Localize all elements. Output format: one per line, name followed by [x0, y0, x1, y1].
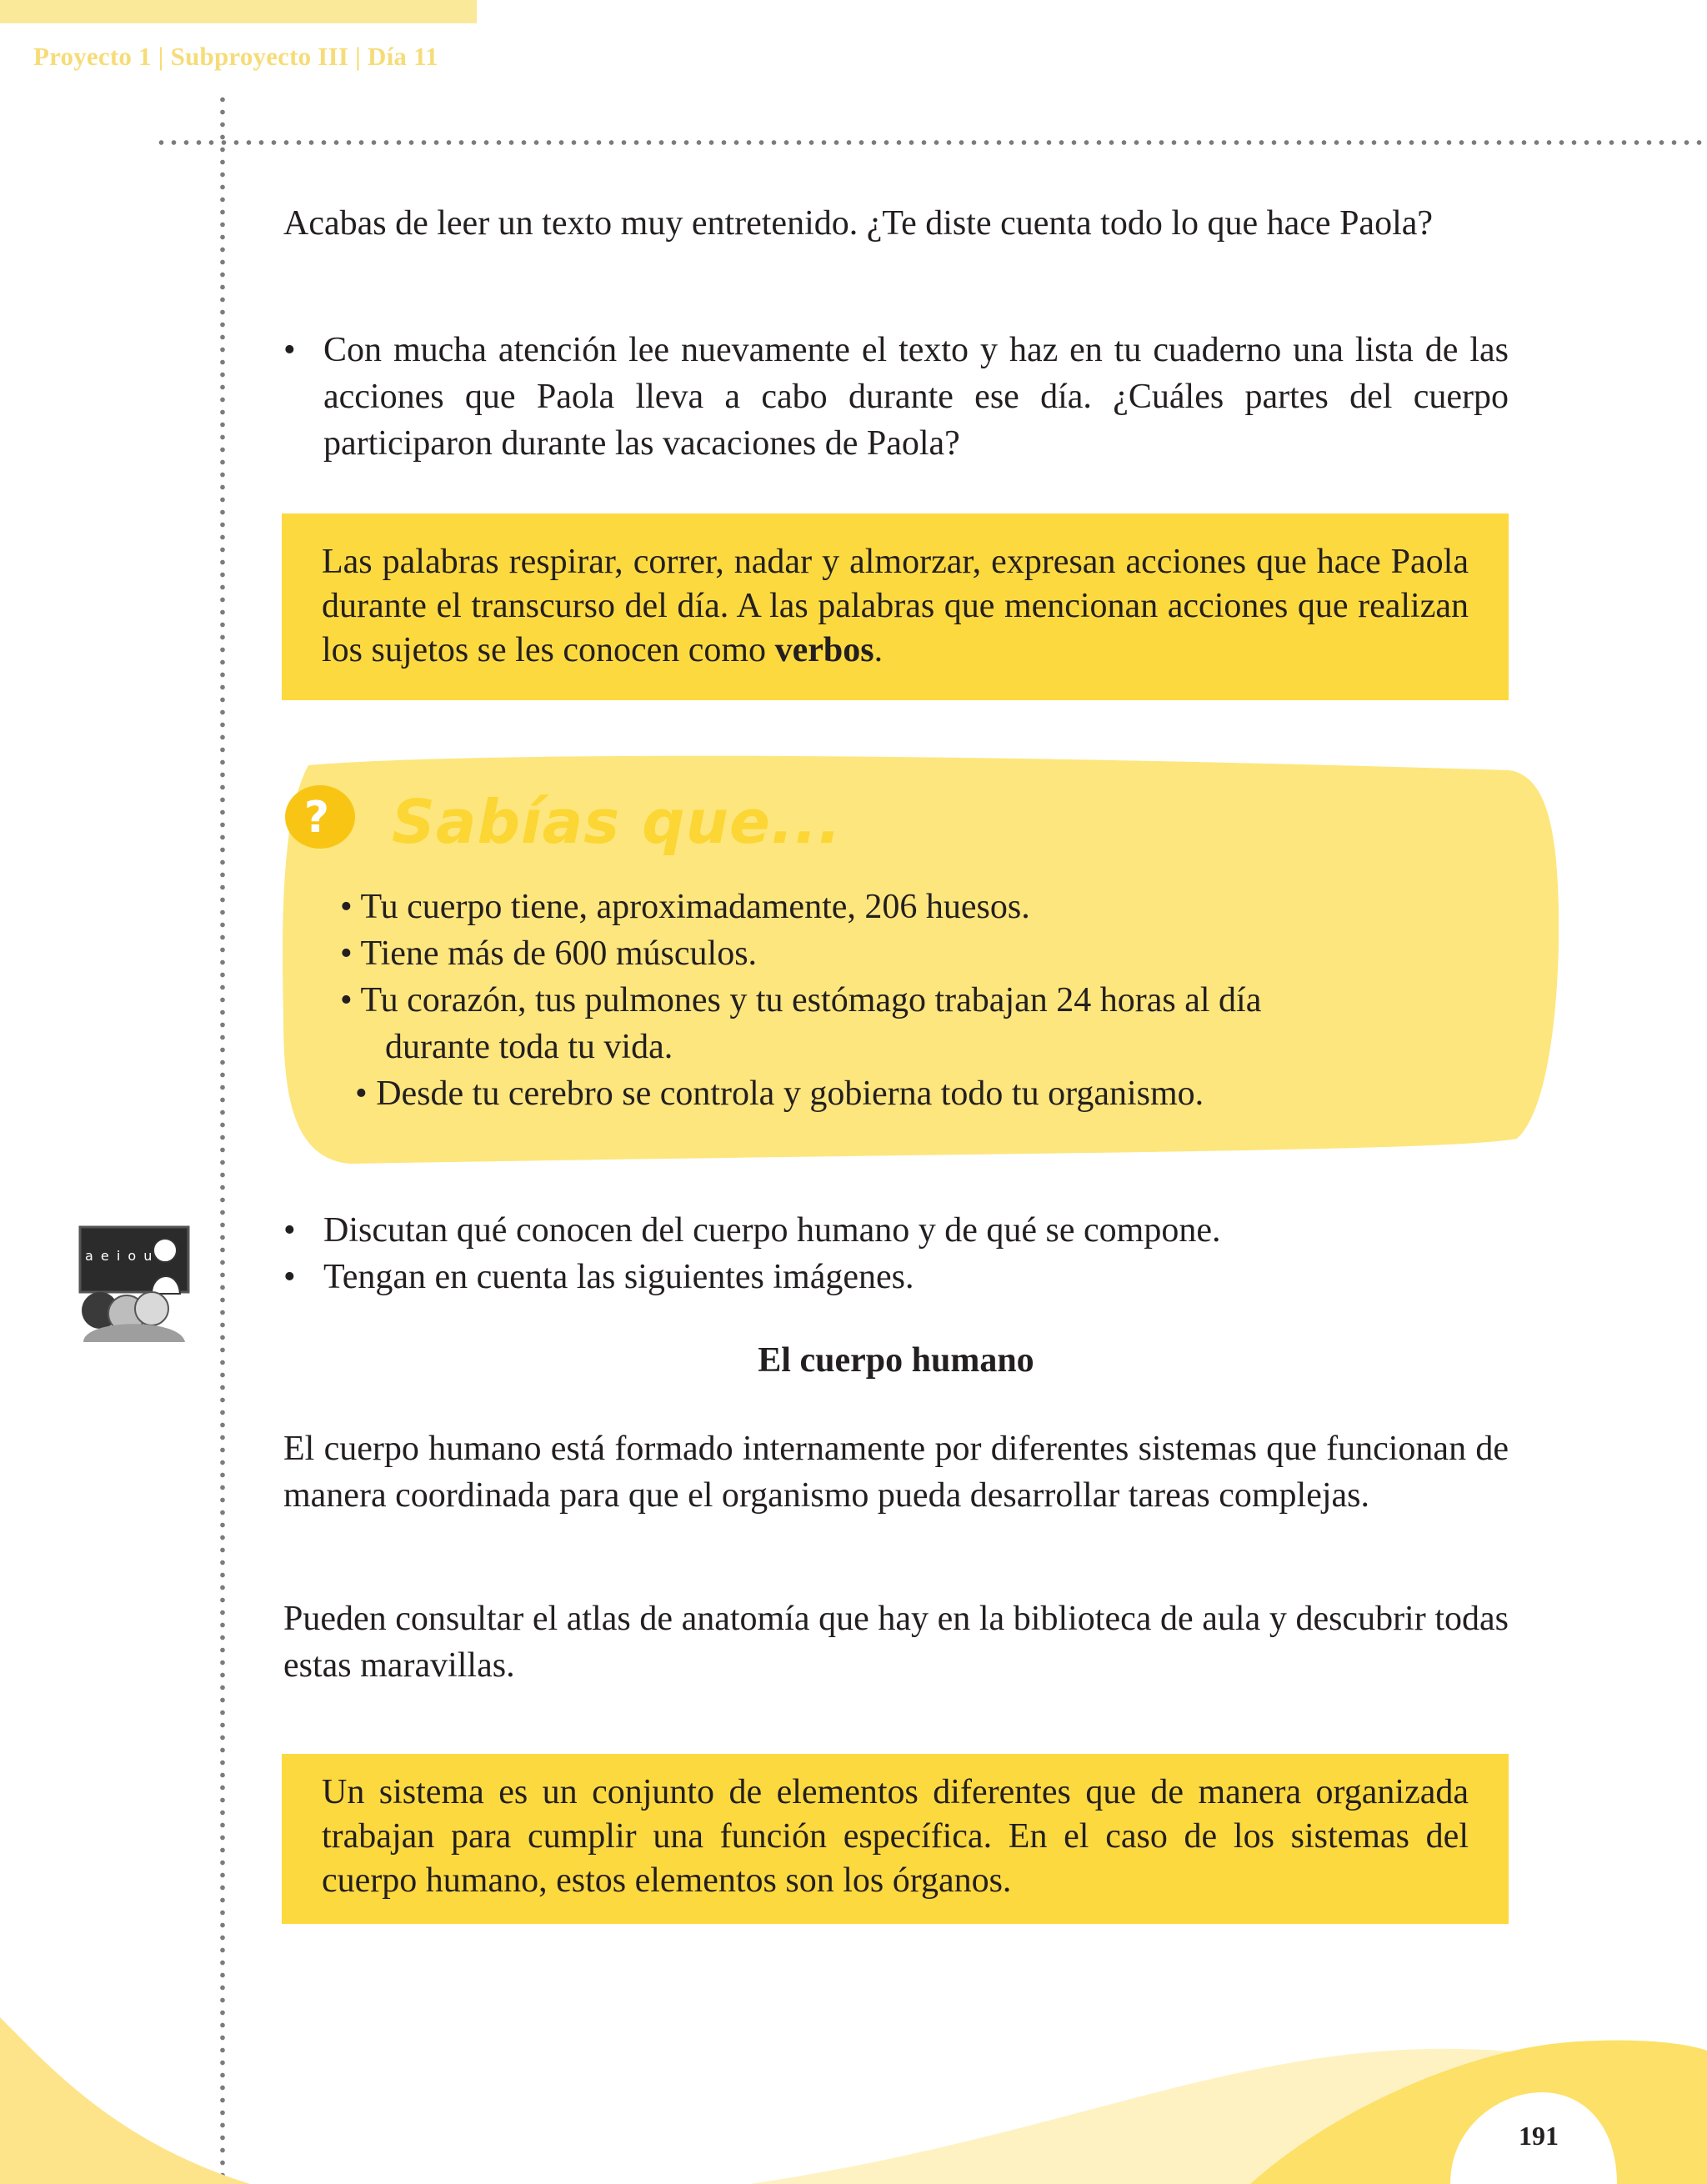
definition-text-end: . [874, 631, 884, 669]
chalkboard-vowels: a e i o u [85, 1248, 154, 1264]
header-accent-bar [0, 0, 477, 23]
section-paragraph: El cuerpo humano está formado internamente por diferentes sistemas que funcionan de manera coordinada para que el organismo pueda desarrollar tareas complejas. [283, 1430, 1509, 1515]
list-item-text: Tengan en cuenta las siguientes imágenes. [323, 1258, 914, 1296]
fact-item-continuation: durante toda tu vida. [385, 1028, 673, 1066]
bullet-icon: • [283, 1258, 296, 1296]
section-heading: El cuerpo humano [758, 1341, 1034, 1380]
list-item [283, 1207, 1509, 1254]
fact-item: • Tiene más de 600 músculos. [340, 934, 758, 973]
sabias-que-list [0, 884, 1707, 1117]
definition-text [322, 540, 1469, 673]
bullet-icon: • [283, 1211, 296, 1250]
classroom-teacher-icon [72, 1217, 197, 1342]
student-head-3 [135, 1292, 168, 1325]
running-head: Proyecto 1 | Subproyecto III | Día 11 [33, 42, 438, 71]
list-item-text: Con mucha atención lee nuevamente el texto y haz en tu cuaderno una lista de las acciones que Paola lleva a cabo durante ese día. ¿Cuáles partes del cuerpo participaron durante las vacaciones de Paola? [323, 331, 1509, 463]
activity-list-2 [283, 1207, 1509, 1300]
definition-text-main: Las palabras respirar, correr, nadar y almorzar, expresan acciones que hace Paola durante el transcurso del día. A las palabras que mencionan acciones que realizan los sujetos se les conocen como [322, 543, 1469, 669]
activity-list-1 [283, 327, 1509, 467]
vertical-dotted-rule [220, 93, 225, 2184]
teacher-head [153, 1239, 177, 1262]
sabias-que-title: Sabías que... [392, 787, 842, 857]
horizontal-dotted-rule [155, 140, 1707, 145]
fact-item: • Tu corazón, tus pulmones y tu estómago trabajan 24 horas al día [340, 981, 1262, 1019]
definition-box-verbos [282, 513, 1509, 700]
bullet-icon: • [283, 331, 296, 369]
fact-item: • Desde tu cerebro se controla y gobierna todo tu organismo. [355, 1074, 1204, 1113]
definition-text: Un sistema es un conjunto de elementos diferentes que de manera organizada trabajan para cumplir una función específica. En el caso de los sistemas del cuerpo humano, estos elementos son los órganos. [322, 1773, 1469, 1900]
question-mark-icon [283, 784, 358, 850]
page-number: 191 [1519, 2121, 1559, 2151]
list-item [283, 327, 1509, 467]
section-paragraph: Pueden consultar el atlas de anatomía que hay en la biblioteca de aula y descubrir todas estas maravillas. [283, 1600, 1509, 1685]
question-mark-glyph: ? [303, 793, 330, 843]
keyword-verbos: verbos [774, 631, 874, 669]
list-item [283, 1254, 1509, 1300]
intro-paragraph: Acabas de leer un texto muy entretenido. ¿Te diste cuenta todo lo que hace Paola? [283, 204, 1434, 243]
list-item-text: Discutan qué conocen del cuerpo humano y de qué se compone. [323, 1211, 1221, 1250]
wave-left [0, 2017, 250, 2184]
definition-box-sistema [282, 1754, 1509, 1924]
footer-wave-decoration [0, 1984, 1707, 2184]
fact-item: • Tu cuerpo tiene, aproximadamente, 206 huesos. [340, 888, 1030, 926]
